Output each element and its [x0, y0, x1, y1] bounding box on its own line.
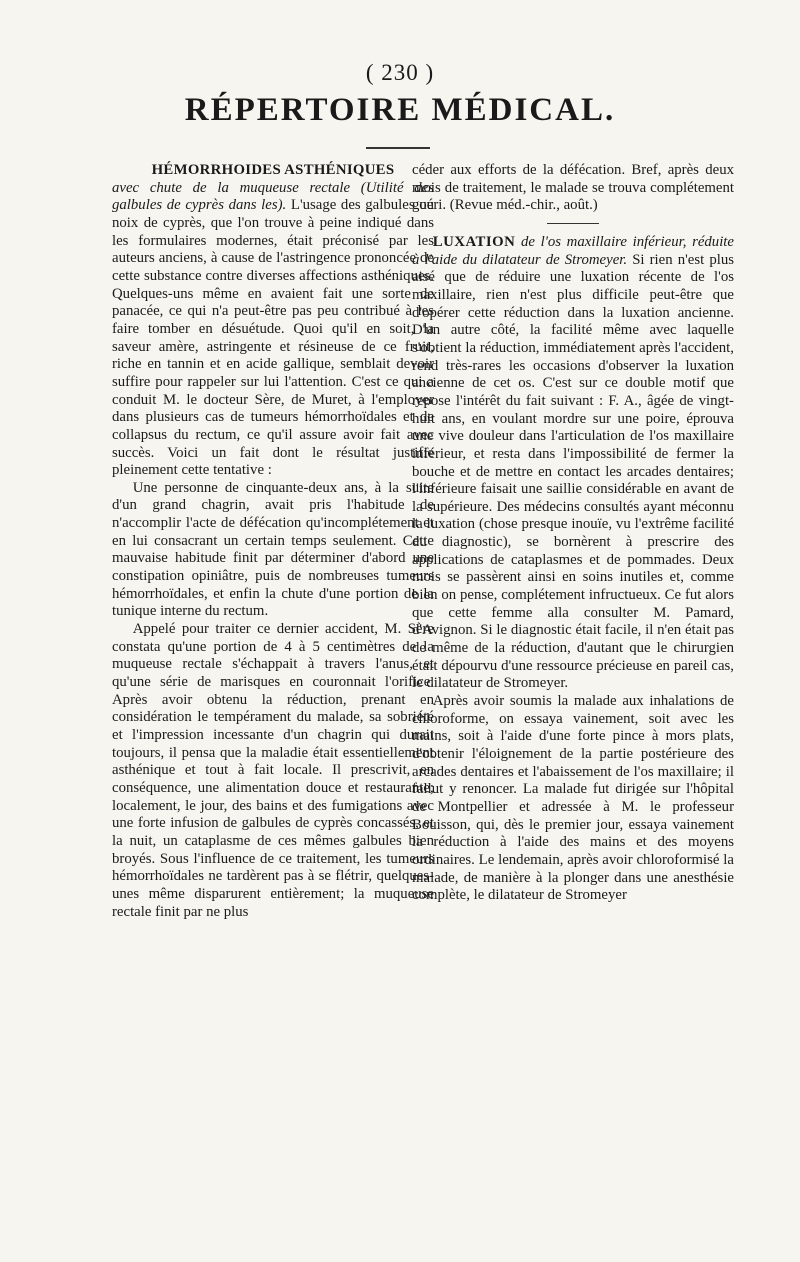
page-number: ( 230 ): [365, 60, 435, 85]
article-paragraph: L'usage des galbules ou noix de cyprès, que l'on trouve à peine indiqué dans les formulaires modernes, était préconisé par les auteurs anciens, à cause de l'astringence prononcée de cette substance contre diverses affections asthéniques. Quelques-uns même en avaient fait une sorte de panacée, ce qui n'a peut-être pas peu contribué à les faire tomber en désuétude. Quoi qu'il en soit, la saveur amère, astringente et résineuse de ce fruit, riche en tannin et en acide gallique, semblait devoir suffire pour rappeler sur lui l'attention. C'est ce qui a conduit M. le docteur Sère, de Muret, à l'employer dans plusieurs cas de tumeurs hémorrhoïdales et de collapsus du rectum, ce qu'il assure avoir fait avec succès. Voici un fait dont le résultat justifie pleinement cette tentative :: [112, 197, 435, 479]
article-heading: HÉMORRHOIDES ASTHÉNIQUES: [151, 162, 395, 178]
title-divider: [366, 147, 430, 149]
article-intro: [412, 234, 734, 693]
article-paragraph: Si rien n'est plus aisé que de réduire une luxation récente de l'os maxillaire, rien n'est plus difficile peut-être que d'opérer cette réduction dans la luxation ancienne. D'un autre côté, la facilité même avec laquelle s'obtient la réduction, immédiatement après l'accident, rend très-rares les occasions d'observer la luxation ancienne de cet os. C'est sur ce double motif que repose l'intérêt du fait suivant : F. A., âgée de vingt-huit ans, en voulant mordre sur une poire, éprouva une vive douleur dans l'articulation de l'os maxillaire inférieur, et resta dans l'impossibilité de fermer la bouche et de mettre en contact les arcades dentaires; l'inférieure faisait une saillie considérable en avant de la supérieure. Des médecins consultés ayant méconnu la luxation (chose presque inouïe, vu l'extrême facilité du diagnostic), se bornèrent à prescrire des applications de cataplasmes et de pommades. Deux mois se passèrent ainsi en soins inutiles et, comme bien on pense, complétement infructueux. Ce fut alors que cette femme alla consulter M. Pamard, d'Avignon. Si le diagnostic était facile, il n'en était pas de même de la réduction, d'autant que le chirurgien était dépourvu d'une ressource précieuse en pareil cas, le dilatateur de Stromeyer.: [412, 251, 734, 692]
article-divider: [547, 223, 599, 224]
article-subtitle-text: avec chute de la muqueuse rectale (Utilité des galbules de cyprès dans les).: [112, 179, 434, 214]
article-paragraph: Après avoir soumis la malade aux inhalations de chloroforme, on essaya vainement, soit avec les mains, soit à l'aide d'une forte pince à mors plats, d'obtenir l'éloignement de la partie postérieure des arcades dentaires et l'abaissement de l'os maxillaire; il fallut y renoncer. La malade fut dirigée sur l'hôpital de Montpellier et adressée à M. le professeur Bouisson, qui, dès le premier jour, essaya vainement la réduction à l'aide des mains et des moyens ordinaires. Le lendemain, après avoir chloroformisé la malade, de manière à la plonger dans une anesthésie complète, le dilatateur de Stromeyer: [412, 693, 734, 904]
right-column: [412, 162, 734, 905]
article-heading: LUXATION: [432, 233, 516, 250]
article-subtitle: [112, 180, 434, 480]
article-subtitle-text: de l'os maxillaire inférieur, réduite à l'aide du dilatateur de Stromeyer.: [412, 233, 734, 268]
article-paragraph: Appelé pour traiter ce dernier accident, M. Sère constata qu'une portion de 4 à 5 centimètres de la muqueuse rectale s'échappait à travers l'anus, et qu'une série de marisques en couronnait l'orifice. Après avoir obtenu la réduction, prenant en considération le tempérament du malade, sa sobriété et l'impression incessante d'un chagrin qui durait toujours, il pensa que la maladie était essentiellement asthénique et tout à fait locale. Il prescrivit, en conséquence, une alimentation douce et restaurante; localement, le jour, des bains et des fumigations avec une forte infusion de galbules de cyprès concassés, et la nuit, un cataplasme de ces mêmes galbules bien broyés. Sous l'influence de ce traitement, les tumeurs hémorrhoïdales ne tardèrent pas à se flétrir, quelques-unes même disparurent entièrement; la muqueuse rectale finit par ne plus: [112, 621, 434, 920]
article-paragraph: Une personne de cinquante-deux ans, à la suite d'un grand chagrin, avait pris l'habitude de n'accomplir l'acte de défécation qu'incomplétement et en lui consacrant un certain temps seulement. Cette mauvaise habitude finit par déterminer d'abord une constipation opiniâtre, puis de nombreuses tumeurs hémorrhoïdales, et enfin la chute d'une portion de la tunique interne du rectum.: [112, 479, 434, 620]
article-continuation: céder aux efforts de la défécation. Bref, après deux mois de traitement, le malade se trouva complétement guéri. (Revue méd.-chir., août.): [412, 162, 734, 214]
page-title: RÉPERTOIRE MÉDICAL.: [184, 92, 616, 128]
left-column: [112, 162, 434, 921]
